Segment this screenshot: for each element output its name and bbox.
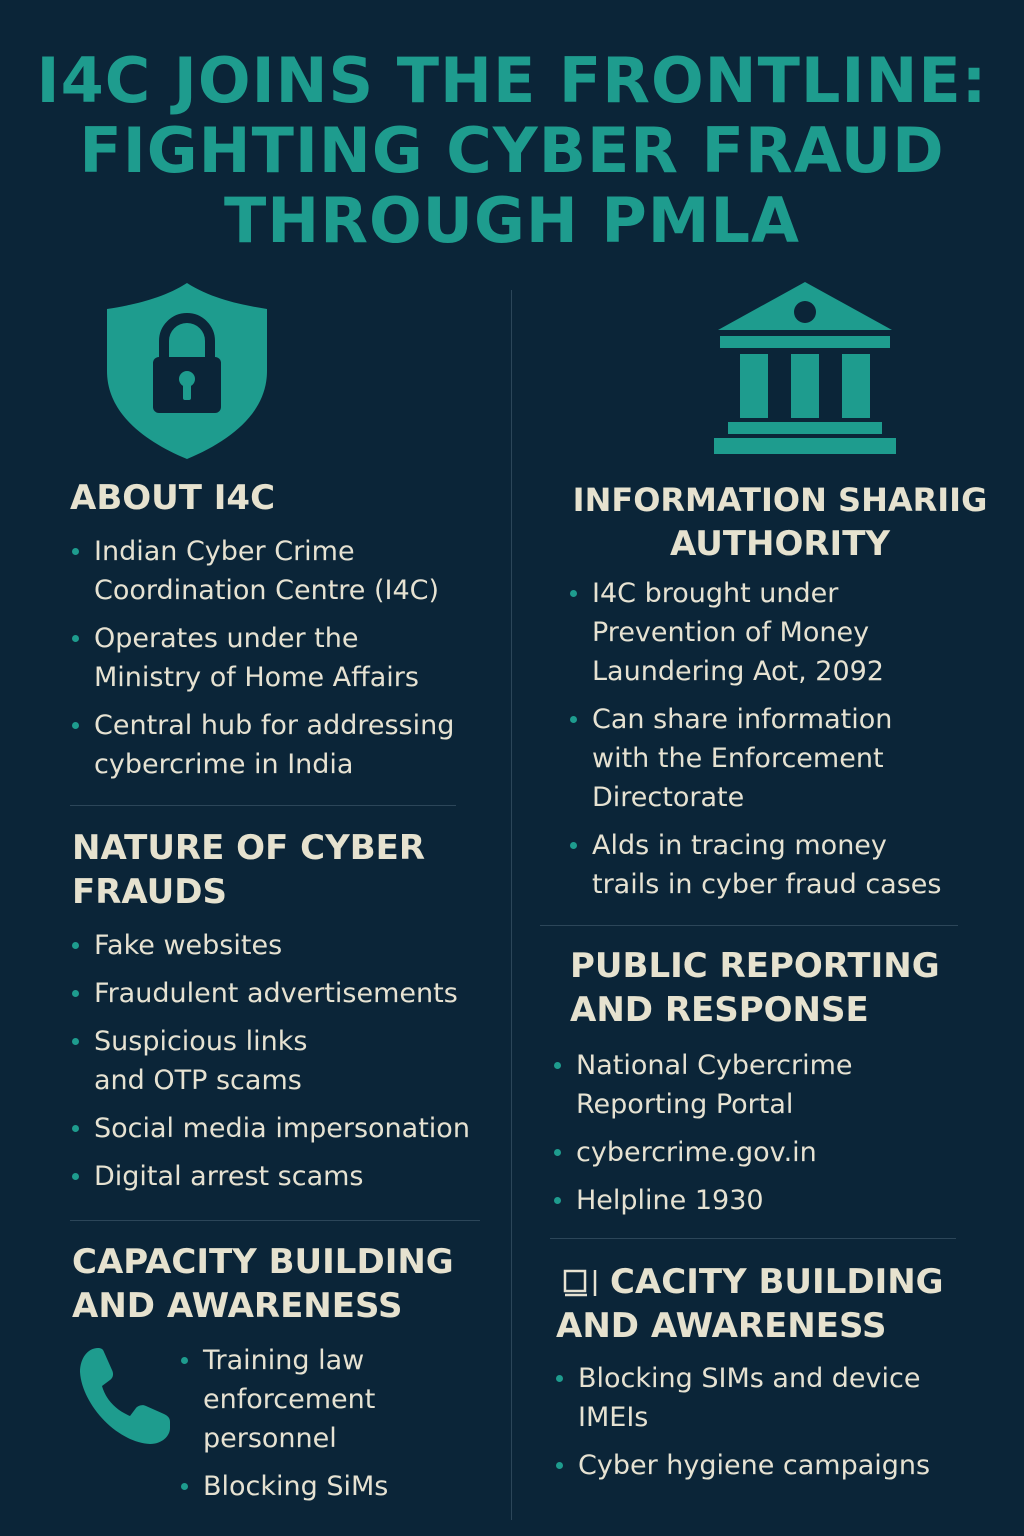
list-item: Training law enforcement personnel bbox=[181, 1341, 481, 1458]
capacity-right-heading bbox=[556, 1260, 944, 1348]
nature-heading-line-1: NATURE OF CYBER bbox=[72, 828, 426, 868]
info-sharing-heading-line-1: INFORMATION SHARIIG bbox=[572, 481, 988, 519]
public-heading-line-1: PUBLIC REPORTING bbox=[570, 946, 940, 986]
title-line-3: THROUGH PMLA bbox=[224, 184, 800, 257]
public-list bbox=[554, 1046, 994, 1229]
capacity-left-list bbox=[181, 1341, 481, 1515]
list-item: Helpline 1930 bbox=[554, 1181, 994, 1220]
capacity-right-list bbox=[556, 1359, 996, 1494]
list-item: Operates under the Ministry of Home Affairs bbox=[72, 619, 502, 697]
list-item: Suspicious links and OTP scams bbox=[72, 1022, 502, 1100]
section-divider bbox=[70, 805, 456, 806]
about-heading: ABOUT I4C bbox=[70, 478, 276, 518]
list-item: cybercrime.gov.in bbox=[554, 1133, 994, 1172]
list-item: Cyber hygiene campaigns bbox=[556, 1446, 996, 1485]
list-item: Can share information with the Enforcement Directorate bbox=[570, 700, 1010, 817]
capacity-right-heading-line-1: CACITY BUILDING bbox=[610, 1262, 944, 1302]
list-item: Fake websites bbox=[72, 926, 502, 965]
nature-heading bbox=[72, 826, 425, 914]
list-item: Digital arrest scams bbox=[72, 1157, 502, 1196]
nature-list bbox=[72, 926, 502, 1205]
section-divider bbox=[70, 1220, 480, 1221]
capacity-left-heading-line-2: AND AWARENESS bbox=[72, 1286, 403, 1326]
title-line-2: FIGHTING CYBER FRAUD bbox=[79, 114, 945, 187]
list-item: Blocking SIMs and device IMEIs bbox=[556, 1359, 996, 1437]
list-item: Alds in tracing money trails in cyber fraud cases bbox=[570, 826, 1010, 904]
list-item: I4C brought under Prevention of Money Laundering Aot, 2092 bbox=[570, 574, 1010, 691]
capacity-left-heading-line-1: CAPACITY BUILDING bbox=[72, 1242, 454, 1282]
column-divider bbox=[511, 290, 512, 1520]
list-item: Blocking SiMs bbox=[181, 1467, 481, 1506]
capacity-right-heading-line-2: AND AWARENESS bbox=[556, 1306, 887, 1346]
section-divider bbox=[540, 925, 958, 926]
info-sharing-heading-line-2: AUTHORITY bbox=[669, 524, 891, 564]
title-line-1: I4C JOINS THE FRONTLINE: bbox=[36, 44, 988, 117]
list-item: Indian Cyber Crime Coordination Centre (I4C) bbox=[72, 532, 502, 610]
phone-icon bbox=[76, 1344, 174, 1448]
list-item: National Cybercrime Reporting Portal bbox=[554, 1046, 994, 1124]
public-heading bbox=[570, 944, 940, 1032]
list-item: Social media impersonation bbox=[72, 1109, 502, 1148]
about-list bbox=[72, 532, 502, 793]
bank-building-icon bbox=[712, 282, 898, 454]
info-sharing-list bbox=[570, 574, 1010, 913]
list-item: Fraudulent advertisements bbox=[72, 974, 502, 1013]
section-divider bbox=[550, 1238, 956, 1239]
page-title bbox=[0, 46, 1024, 256]
info-sharing-heading bbox=[560, 478, 1000, 566]
capacity-left-heading bbox=[72, 1240, 454, 1328]
shield-lock-icon bbox=[104, 283, 270, 459]
public-heading-line-2: AND RESPONSE bbox=[570, 990, 869, 1030]
list-item: Central hub for addressing cybercrime in India bbox=[72, 706, 502, 784]
nature-heading-line-2: FRAUDS bbox=[72, 872, 227, 912]
